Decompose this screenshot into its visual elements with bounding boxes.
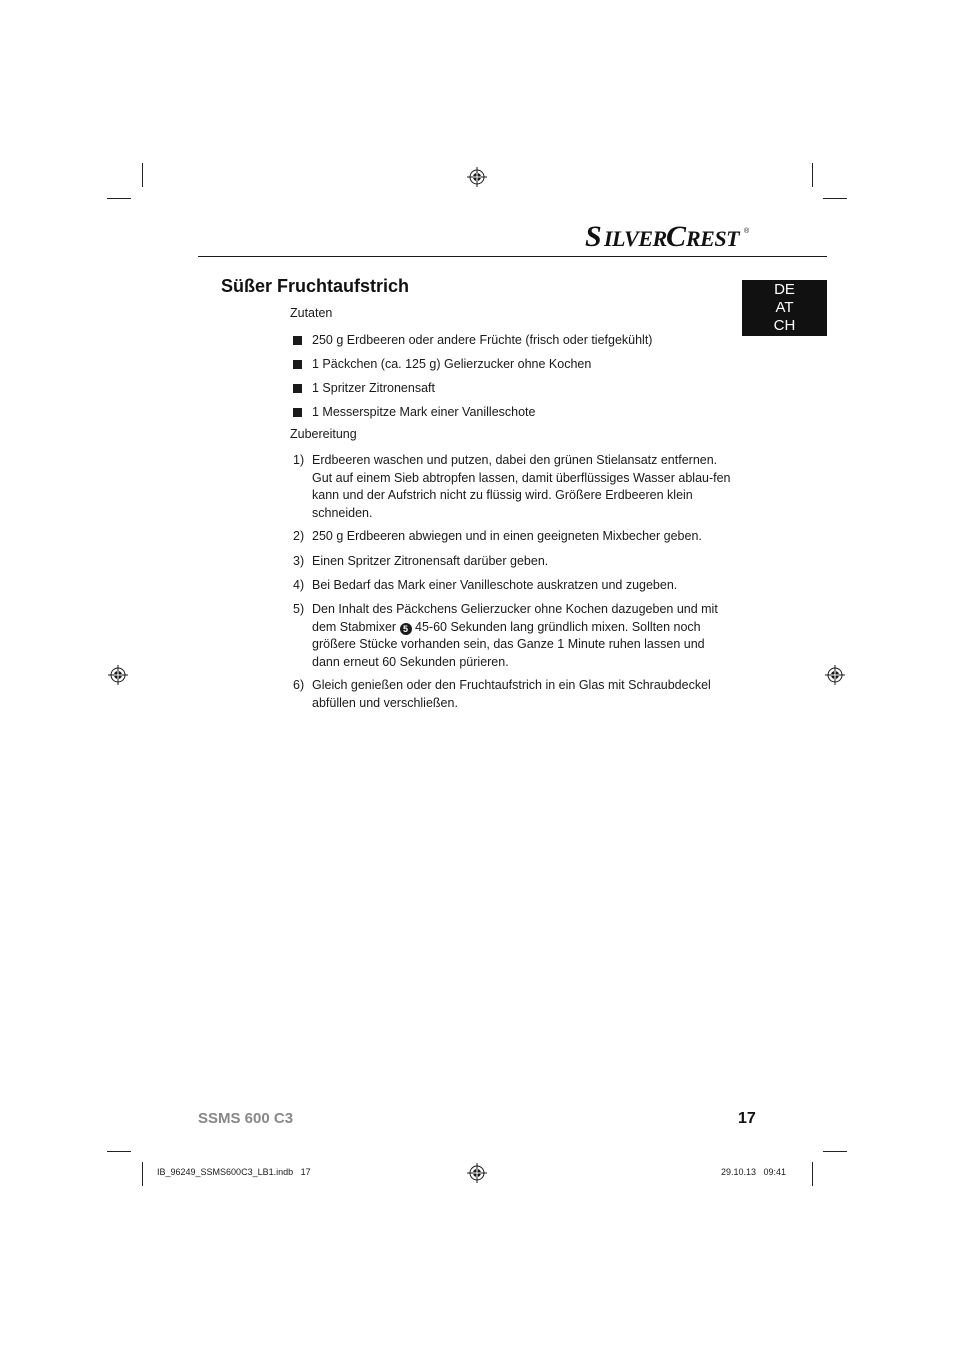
- crop-mark: [142, 163, 143, 187]
- step-number: 2): [293, 529, 305, 543]
- bullet-square-icon: [293, 360, 302, 369]
- step-number: 1): [293, 453, 305, 467]
- lang-at: AT: [775, 299, 794, 316]
- prep-heading: Zubereitung: [290, 427, 357, 441]
- crop-mark: [812, 1162, 813, 1186]
- registration-mark-icon: [825, 665, 845, 685]
- svg-text:C: C: [666, 220, 687, 252]
- step-text: Erdbeeren waschen und putzen, dabei den grünen Stielansatz entfernen. Gut auf einem Sieb abtropfen lassen, damit überflüssiges Wasser ablau-fen kann und der Aufstrich nicht zu flüssig wird. Größere Erdbeeren klein schneiden.: [312, 453, 731, 520]
- print-timestamp: 29.10.13 09:41: [721, 1167, 787, 1177]
- step-text-before: Den Inhalt des Päckchens Gelierzucker ohne Kochen dazugeben und mit dem Stabmixer: [312, 602, 718, 634]
- ingredients-heading: Zutaten: [290, 306, 333, 320]
- svg-text:S: S: [585, 220, 602, 252]
- language-tab: [742, 280, 827, 336]
- step-text: [312, 601, 734, 671]
- crop-mark: [823, 198, 847, 199]
- step-number: 5): [293, 602, 305, 616]
- bullet-square-icon: [293, 408, 302, 417]
- bullet-square-icon: [293, 384, 302, 393]
- ingredient-text: 250 g Erdbeeren oder andere Früchte (frisch oder tiefgekühlt): [312, 333, 653, 347]
- step-text: Einen Spritzer Zitronensaft darüber geben.: [312, 554, 549, 568]
- ingredient-text: 1 Spritzer Zitronensaft: [312, 381, 435, 395]
- bullet-square-icon: [293, 336, 302, 345]
- step-number: 4): [293, 578, 305, 592]
- ingredient-text: 1 Messerspitze Mark einer Vanilleschote: [312, 405, 536, 419]
- step-text-after: 45-60 Sekunden lang gründlich mixen. Sollten noch größere Stücke vorhanden sein, das Ganze 1 Minute ruhen lassen und dann erneut 60 Sekunden pürieren.: [312, 619, 705, 669]
- step-text: Gleich genießen oder den Fruchtaufstrich in ein Glas mit Schraubdeckel abfüllen und verschließen.: [312, 678, 711, 710]
- svg-text:ILVER: ILVER: [604, 226, 667, 251]
- step-number: 6): [293, 678, 305, 692]
- crop-mark: [142, 1162, 143, 1186]
- crop-mark: [812, 163, 813, 187]
- lang-de: DE: [774, 281, 795, 298]
- ingredient-text: 1 Päckchen (ca. 125 g) Gelierzucker ohne Kochen: [312, 357, 592, 371]
- step-text: Bei Bedarf das Mark einer Vanilleschote auskratzen und zugeben.: [312, 578, 678, 592]
- page-number: 17: [738, 1110, 756, 1127]
- registration-mark-icon: [467, 1163, 487, 1183]
- crop-mark: [823, 1151, 847, 1152]
- svg-text:REST: REST: [686, 226, 740, 251]
- registration-mark-icon: [108, 665, 128, 685]
- header-rule: [198, 256, 827, 257]
- lang-ch: CH: [773, 317, 796, 334]
- section-title: Süßer Fruchtaufstrich: [221, 276, 410, 296]
- file-info: IB_96249_SSMS600C3_LB1.indb 17: [157, 1167, 311, 1177]
- silvercrest-logo: [585, 218, 755, 252]
- crop-mark: [107, 198, 131, 199]
- model-name: SSMS 600 C3: [198, 1110, 294, 1127]
- svg-text:®: ®: [744, 228, 750, 235]
- crop-mark: [107, 1151, 131, 1152]
- registration-mark-icon: [467, 167, 487, 187]
- step-number: 3): [293, 554, 305, 568]
- part-number-badge: 5: [400, 623, 412, 635]
- step-text: 250 g Erdbeeren abwiegen und in einen geeigneten Mixbecher geben.: [312, 529, 702, 543]
